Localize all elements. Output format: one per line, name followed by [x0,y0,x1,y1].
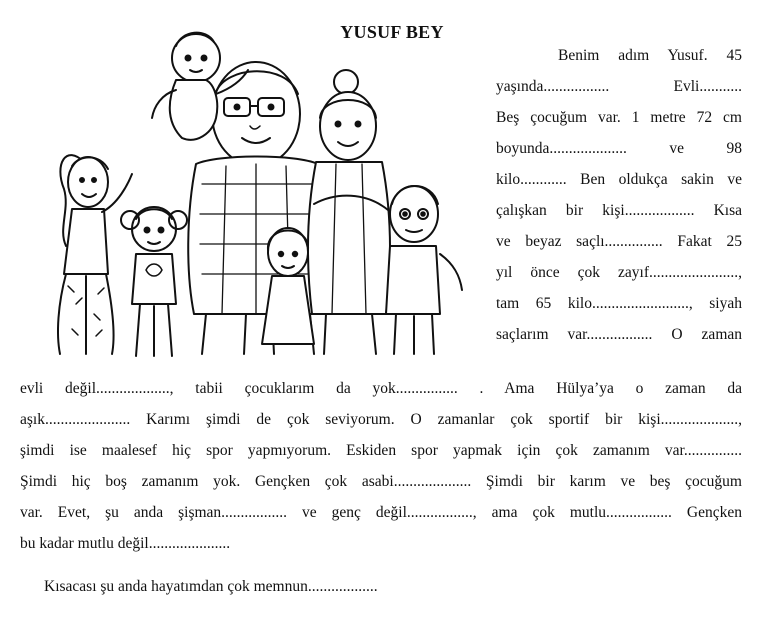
closing-sentence: Kısacası şu anda hayatımdan çok memnun.................. [44,578,378,595]
story-line: çalışkan bir kişi.................. Kısa [496,202,742,219]
page-title: YUSUF BEY [340,22,444,42]
story-line: saçlarım var................. O zaman [496,326,742,343]
small-girl-figure [121,207,187,356]
story-line: var. Evet, şu anda şişman................. ve genç değil................., ama çok mutlu................. Gençken [20,504,742,521]
story-line: şimdi ise maalesef hiç spor yapmıyorum. Eskiden spor yapmak için çok zamanım var............... [20,442,742,459]
story-line: bu kadar mutlu değil..................... [20,535,231,552]
story-line: tam 65 kilo........................., siyah [496,295,742,312]
story-line: Beş çocuğum var. 1 metre 72 cm [496,109,742,126]
story-line: yıl önce çok zayıf......................., [496,264,742,281]
story-text-full-width [20,373,742,559]
story-line: kilo............ Ben oldukça sakin ve [496,171,742,188]
boy-figure [386,186,462,354]
mother-figure [308,70,390,354]
toddler-girl-figure [262,228,314,344]
story-line: Benim adım Yusuf. 45 [558,47,742,64]
story-line: Şimdi hiç boş zamanım yok. Gençken çok asabi.................... Şimdi bir karım ve beş çocuğum [20,473,742,490]
story-line: aşık...................... Karımı şimdi de çok seviyorum. O zamanlar çok sportif bir kişi...................., [20,411,742,428]
story-line: ve beyaz saçlı............... Fakat 25 [496,233,742,250]
story-line: boyunda.................... ve 98 [496,140,742,157]
story-line: evli değil..................., tabii çocuklarım da yok................ . Ama Hülya’ya o zaman da [20,380,742,397]
story-line: yaşında................. Evli........... [496,78,742,95]
family-portrait-illustration [36,14,476,364]
girl-figure [58,155,132,354]
story-text-right-column [496,40,742,350]
